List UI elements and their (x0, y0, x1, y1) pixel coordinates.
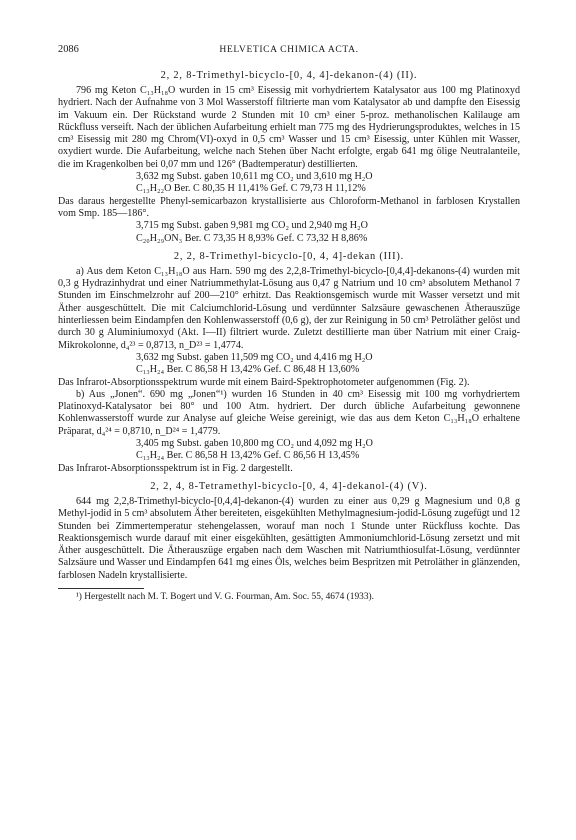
footnote-divider (58, 588, 144, 589)
analysis-result: C₂₀H₂₉ON₃ Ber. C 73,35 H 8,93% Gef. C 73,32 H 8,86% (136, 232, 368, 244)
journal-title: HELVETICA CHIMICA ACTA. (219, 44, 359, 55)
section-title-dekanon: 2, 2, 8-Trimethyl-bicyclo-[0, 4, 4]-dekanon-(4) (II). (160, 70, 418, 81)
running-header (58, 44, 520, 60)
analysis-line: 3,715 mg Subst. gaben 9,981 mg CO₂ und 2,940 mg H₂O (136, 220, 368, 232)
paragraph-infrared-2: Das Infrarot-Absorptionsspektrum ist in Fig. 2 dargestellt. (58, 462, 293, 474)
paragraph-semicarbazon: Das daraus hergestellte Phenyl-semicarbazon krystallisierte aus Chloroform-Methanol in farblosen Krystallen vom Smp. 185—186°. (58, 195, 520, 219)
analysis-line: 3,632 mg Subst. gaben 10,611 mg CO₂ und 3,610 mg H₂O (136, 171, 373, 183)
paragraph-a: a) Aus dem Keton C₁₃H₁₈O aus Harn. 590 mg des 2,2,8-Trimethyl-bicyclo-[0,4,4]-dekanons-(4) wurden mit 0,3 g Hydrazinhydrat und einer Natriummethylat-Lösung aus 0,47 g Natrium und 10 cm³ absolutem Methanol 7 Stunden im Einschmelzrohr auf 200—210° erhitzt. Das Reaktionsgemisch wurde mit Wasser versetzt und mit Äther ausgeschüttelt. Die mit Calciumchlorid-Lösung und verdünnter Salzsäure gewaschenen Ätherauszüge hinterliessen beim Eindampfen den Kohlenwasserstoff (0,6 g), der zur Reinigung in 50 cm³ Petroläther gelöst und durch 30 g Aluminiumoxyd (Akt. I—II) filtriert wurde. Zuletzt destillierte man über Natrium mit einer Craig-Mikrokolonne, d₄²³ = 0,8713, n_D²³ = 1,4774. (58, 265, 520, 351)
footnote: ¹) Hergestellt nach M. T. Bogert und V. G. Fourman, Am. Soc. 55, 4674 (1933). (76, 591, 375, 602)
section-title-dekanol: 2, 2, 4, 8-Tetramethyl-bicyclo-[0, 4, 4]-dekanol-(4) (V). (150, 480, 428, 492)
analysis-result: C₁₃H₂₂O Ber. C 80,35 H 11,41% Gef. C 79,73 H 11,12% (136, 183, 366, 195)
page (58, 44, 520, 603)
page-number: 2086 (58, 44, 79, 55)
analysis-result: C₁₃H₂₄ Ber. C 86,58 H 13,42% Gef. C 86,48 H 13,60% (136, 364, 360, 376)
analysis-line: 3,405 mg Subst. gaben 10,800 mg CO₂ und 4,092 mg H₂O (136, 438, 373, 450)
paragraph-hydrogenation: 796 mg Keton C₁₃H₁₈O wurden in 15 cm³ Eisessig mit vorhydriertem Katalysator aus 100 mg Platinoxyd hydriert. Nach der Aufnahme von 3 Mol Wasserstoff filtrierte man vom Katalysator ab und dampfte den Eisessig im Vakuum ein. Der Rückstand wurde 2 Stunden mit 10 cm³ einer 5-proz. methanolischen Kalilauge am Rückfluss verseift. Nach der üblichen Aufarbeitung erhielt man 775 mg des Hydrierungsproduktes, welches in 15 cm³ Eisessig mit 280 mg Chrom(VI)-oxyd in 0,5 cm³ Wasser und 15 cm³ Eisessig, unter Kühlen mit Wasser, oxydiert wurde. Die Aufarbeitung, welche nach Stehen über Nacht erfolgte, ergab 641 mg ölige Neutralanteile, die im Kragenkolben bei 0,07 mm und 126° (Badtemperatur) destillierten. (58, 85, 520, 170)
paragraph-b: b) Aus „Jonen“. 690 mg „Jonen“¹) wurden 16 Stunden in 40 cm³ Eisessig mit 100 mg vorhydriertem Platinoxyd-Katalysator bei 80° und 100 Atm. hydriert. Der durch übliche Aufarbeitung gewonnene Kohlenwasserstoff wurde zur Analyse auf gleiche Weise gereinigt, wie das aus dem Keton C₁₃H₁₈O erhaltene Präparat, d₄²⁴ = 0,8710, n_D²⁴ = 1,4779. (58, 388, 520, 437)
analysis-result: C₁₃H₂₄ Ber. C 86,58 H 13,42% Gef. C 86,56 H 13,45% (136, 450, 360, 462)
section-title-dekan: 2, 2, 8-Trimethyl-bicyclo-[0, 4, 4]-dekan (III). (173, 250, 405, 262)
paragraph-infrared: Das Infrarot-Absorptionsspektrum wurde mit einem Baird-Spektrophotometer aufgenommen (Fig. 2). (58, 376, 470, 388)
analysis-line: 3,632 mg Subst. gaben 11,509 mg CO₂ und 4,416 mg H₂O (136, 351, 373, 363)
paragraph-grignard: 644 mg 2,2,8-Trimethyl-bicyclo-[0,4,4]-dekanon-(4) wurden zu einer aus 0,29 g Magnesium und 0,8 g Methyl-jodid in 5 cm³ absolutem Äther bereiteten, eisgekühlten Methylmagnesium-jodid-Lösung zugefügt und 12 Stunden bei Zimmertemperatur stehengelassen, worauf man noch 1 Stunde unter Rückfluss kochte. Das Reaktionsgemisch wurde darauf mit einer eisgekühlten, gesättigten Ammoniumchlorid-Lösung zersetzt und mit Äther ausgeschüttelt. Die Ätherauszüge ergaben nach dem Waschen mit Natriumthiosulfat-Lösung, verdünnter Salzsäure und Wasser und Eindampfen 641 mg eines Öls, welches beim Bespritzen mit Petroläther in glänzenden, farblosen Nadeln krystallisierte. (58, 495, 520, 581)
